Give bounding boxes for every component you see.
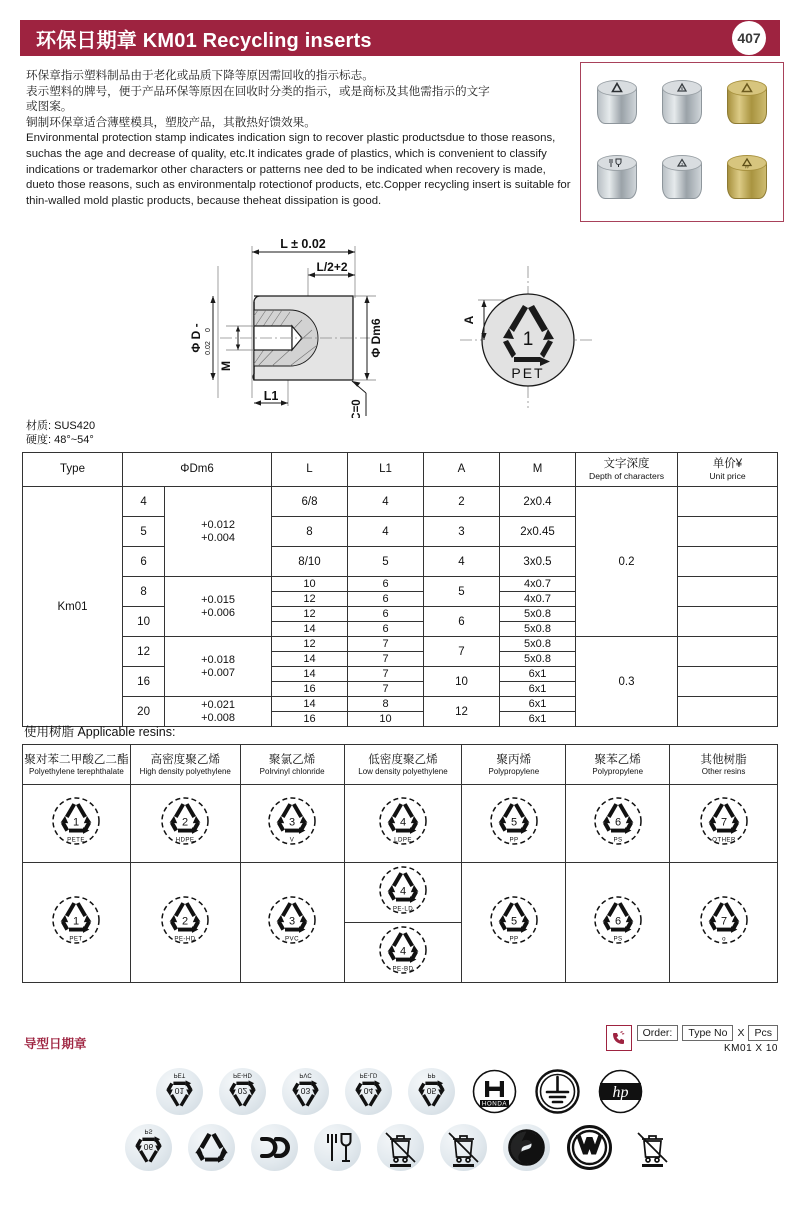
resins-header-row: [23, 745, 778, 785]
resin-symbol-cell: [566, 785, 670, 863]
desc-en-text: Environmental protection stamp indicates indication sign to recover plastic productsdue to those reasons, suchas the age and decrease of quality, etc.It indicates grade of plastics, which is convenient to classify indications or trademarkor other characters or patterns nee ded to be indicated when recovery is made, dueto those reasons, such as environmentalp rotectionof products, etc.Copper recycling insert is suitable for thin-walled mold plastic products, because theheat dissipation is good.: [26, 132, 571, 207]
description-block: [26, 68, 571, 209]
svg-text:PE-HD: PE-HD: [174, 935, 196, 943]
dim-D-sub: 0.02: [205, 341, 212, 355]
cell-M: 4x0.7: [500, 592, 576, 607]
volkswagen-logo[interactable]: [566, 1124, 613, 1171]
cell-unit-price[interactable]: [678, 517, 778, 547]
col-L: L: [272, 453, 348, 487]
cell-L: 14: [272, 622, 348, 637]
svg-text:PETE: PETE: [67, 836, 86, 844]
cell-L1: 6: [348, 607, 424, 622]
recycle-triangle-icon: [597, 80, 637, 96]
resin-col-5: 聚苯乙烯 Polypropylene: [566, 745, 670, 785]
order-info-box: [606, 1025, 778, 1054]
cell-A: 7: [424, 637, 500, 667]
product-photo-box: [580, 62, 784, 222]
svg-text:o: o: [721, 935, 726, 943]
recycle-ps-mirror[interactable]: [125, 1124, 172, 1171]
page-number-badge: 407: [732, 21, 766, 55]
honda-logo[interactable]: [471, 1068, 518, 1115]
recycle-pp-icon: [727, 155, 767, 171]
recycle-symbol-6-icon: [591, 794, 645, 848]
recycle-symbol-other-icon: [697, 893, 751, 947]
resin-symbol-cell: [240, 863, 344, 983]
resins-symbol-row-1: [23, 785, 778, 863]
cell-tolerance: +0.012 +0.004: [165, 487, 272, 577]
dim-Dm6-label: Φ Dm6: [369, 318, 383, 358]
resin-symbol-cell: [240, 785, 344, 863]
desc-cn-line-4: 铜制环保章适合薄壁模具，塑胶产品，其散热好馈效果。: [26, 115, 316, 129]
col-dm6: ΦDm6: [123, 453, 272, 487]
svg-text:5: 5: [510, 816, 517, 829]
resin-symbol-cell: [344, 923, 462, 983]
cell-L: 14: [272, 697, 348, 712]
svg-text:2: 2: [182, 816, 189, 829]
svg-text:3: 3: [680, 160, 684, 166]
cell-d: 16: [123, 667, 165, 697]
svg-text:PE-BD: PE-BD: [392, 965, 414, 973]
svg-text:2: 2: [182, 915, 189, 928]
cell-L1: 5: [348, 547, 424, 577]
cell-A: 10: [424, 667, 500, 697]
cell-L: 16: [272, 682, 348, 697]
svg-text:PVC: PVC: [299, 1071, 312, 1078]
cell-M: 6x1: [500, 697, 576, 712]
svg-text:7: 7: [720, 816, 727, 829]
col-unit-price: 单价¥ Unit price: [678, 453, 778, 487]
cell-M: 2x0.45: [500, 517, 576, 547]
pcs-label[interactable]: Pcs: [748, 1025, 778, 1041]
cell-A: 5: [424, 577, 500, 607]
weee-crossed-bin-icon-3[interactable]: [629, 1124, 676, 1171]
food-safe-icon[interactable]: [314, 1124, 361, 1171]
cell-L: 10: [272, 577, 348, 592]
green-dot-icon[interactable]: [503, 1124, 550, 1171]
svg-text:PP: PP: [427, 1071, 436, 1078]
svg-text:5: 5: [510, 915, 517, 928]
resin-symbol-cell: [23, 863, 131, 983]
svg-text:1: 1: [73, 816, 80, 829]
resin-symbol-cell: [670, 863, 778, 983]
recycle-symbol-4-icon: [376, 794, 430, 848]
spec-table-header-row: [23, 453, 778, 487]
dim-L1-label: L1: [263, 389, 279, 403]
svg-text:PP: PP: [744, 165, 749, 169]
resin-col-2: 聚氯乙烯 Polrvinyl chlonride: [240, 745, 344, 785]
die-insert-1: [597, 80, 637, 130]
cell-L1: 8: [348, 697, 424, 712]
stamp-icon-row-2: [0, 1124, 800, 1171]
cell-depth: 0.2: [576, 487, 678, 637]
recycle-pet-mirror[interactable]: [156, 1068, 203, 1115]
recycle-pehd-mirror[interactable]: [219, 1068, 266, 1115]
recycle-abs-icon: [662, 155, 702, 171]
cell-L: 6/8: [272, 487, 348, 517]
resin-symbol-cell: [130, 785, 240, 863]
cell-unit-price[interactable]: [678, 667, 778, 697]
hardness-line: 硬度: 48°~54°: [26, 434, 94, 446]
cell-L: 12: [272, 637, 348, 652]
die-insert-5: [662, 155, 702, 205]
cell-d: 6: [123, 547, 165, 577]
cell-d: 5: [123, 517, 165, 547]
svg-text:PET: PET: [69, 935, 84, 943]
svg-text:4: 4: [399, 885, 407, 898]
cell-d: 10: [123, 607, 165, 637]
col-type: Type: [23, 453, 123, 487]
svg-text:PVC: PVC: [285, 935, 300, 943]
cell-A: 4: [424, 547, 500, 577]
recycle-symbol-5-icon: [487, 794, 541, 848]
recycle-symbol-ps-icon: [591, 893, 645, 947]
cell-d: 12: [123, 637, 165, 667]
dim-A-label: A: [462, 315, 476, 325]
dim-C-label: C=0: [351, 399, 363, 418]
order-example: KM01 X 10: [724, 1043, 778, 1054]
resins-table: [22, 744, 778, 983]
desc-cn-line-1: 环保章指示塑料制品由于老化或品质下降等原因需回收的指示标志。: [26, 69, 374, 82]
resin-symbol-cell: [670, 785, 778, 863]
recycle-peld-mirror[interactable]: [345, 1068, 392, 1115]
cell-d: 20: [123, 697, 165, 727]
cell-L1: 7: [348, 667, 424, 682]
cell-tolerance: +0.018 +0.007: [165, 637, 272, 697]
table-row: [23, 637, 778, 652]
cell-L: 14: [272, 652, 348, 667]
resins-symbol-row-2: [23, 863, 778, 923]
die-insert-6: [727, 155, 767, 205]
recycle-symbol-pehd-icon: [158, 893, 212, 947]
dim-L-label: L ± 0.02: [280, 238, 326, 251]
cell-L: 12: [272, 592, 348, 607]
resin-col-0: 聚对苯二甲酸乙二酯 Polyethylene terephthalate: [23, 745, 131, 785]
cell-A: 12: [424, 697, 500, 727]
recycle-triangle-icon: [727, 80, 767, 96]
page-header: [20, 20, 780, 56]
cell-M: 3x0.5: [500, 547, 576, 577]
cell-tolerance: +0.021 +0.008: [165, 697, 272, 727]
cell-A: 3: [424, 517, 500, 547]
svg-text:01: 01: [174, 1086, 185, 1096]
svg-text:03: 03: [300, 1086, 311, 1096]
cell-unit-price[interactable]: [678, 487, 778, 517]
recycle-symbol-pp-icon: [487, 893, 541, 947]
resin-col-3: 低密度聚乙烯 Low density polyethylene: [344, 745, 462, 785]
recycle-symbol-3-icon: [265, 794, 319, 848]
cell-L1: 4: [348, 487, 424, 517]
svg-text:3: 3: [289, 915, 296, 928]
cell-M: 6x1: [500, 712, 576, 727]
desc-cn-line-2: 表示塑料的牌号，便于产品环保等原因在回收时分类的指示，或是商标及其他需指示的文字: [26, 84, 490, 98]
recycle-pvc-mirror[interactable]: [282, 1068, 329, 1115]
cell-L1: 6: [348, 622, 424, 637]
dim-D-sup: 0: [205, 328, 212, 332]
svg-text:6: 6: [614, 816, 621, 829]
svg-text:1: 1: [73, 915, 80, 928]
col-M: M: [500, 453, 576, 487]
svg-text:06: 06: [143, 1142, 153, 1152]
recycle-symbol-1-icon: [49, 794, 103, 848]
svg-text:05: 05: [426, 1086, 437, 1096]
type-no-label[interactable]: Type No: [682, 1025, 733, 1041]
cell-type: Km01: [23, 487, 123, 727]
svg-text:04: 04: [363, 1086, 374, 1096]
cell-unit-price[interactable]: [678, 577, 778, 607]
svg-text:PP: PP: [509, 935, 519, 943]
resin-symbol-cell: [130, 863, 240, 983]
svg-text:LDPE: LDPE: [394, 836, 412, 844]
cell-d: 8: [123, 577, 165, 607]
cell-L1: 7: [348, 637, 424, 652]
col-A: A: [424, 453, 500, 487]
resin-symbol-cell: [344, 785, 462, 863]
svg-text:V: V: [289, 836, 295, 844]
material-line: 材质: SUS420: [26, 420, 96, 432]
cell-L1: 6: [348, 592, 424, 607]
svg-text:PS: PS: [143, 1127, 153, 1134]
cell-L1: 10: [348, 712, 424, 727]
recycle-symbol-pvc-icon: [265, 893, 319, 947]
bottom-section-title: 导型日期章: [24, 1037, 87, 1051]
recycle-symbol-pebd-icon: [376, 923, 430, 977]
svg-text:OTHER: OTHER: [711, 836, 736, 844]
resin-col-4: 聚丙烯 Polypropylene: [462, 745, 566, 785]
recycle-symbol-7-icon: [697, 794, 751, 848]
cell-L1: 6: [348, 577, 424, 592]
svg-text:hp: hp: [612, 1084, 629, 1101]
order-row: [637, 1025, 778, 1041]
die-insert-4: [597, 155, 637, 205]
resins-title: 使用树脂 Applicable resins:: [24, 725, 176, 739]
weee-crossed-bin-icon[interactable]: [377, 1124, 424, 1171]
cell-A: 2: [424, 487, 500, 517]
dim-D-label: Φ D -: [189, 323, 203, 353]
page-title: 环保日期章 KM01 Recycling inserts: [36, 29, 372, 52]
stamp-number: 1: [522, 329, 534, 350]
recycle-symbol-pet-icon: [49, 893, 103, 947]
cell-M: 6x1: [500, 667, 576, 682]
cell-M: 5x0.8: [500, 607, 576, 622]
recycle-number-icon: [662, 80, 702, 96]
cell-L: 14: [272, 667, 348, 682]
recycle-pp-mirror[interactable]: [408, 1068, 455, 1115]
svg-text:02: 02: [237, 1086, 248, 1096]
dim-L-half-label: L/2+2: [316, 260, 348, 274]
cell-L1: 7: [348, 652, 424, 667]
recycle-loop-icon[interactable]: [188, 1124, 235, 1171]
stamp-icon-row-1: [0, 1068, 800, 1115]
svg-text:6: 6: [680, 85, 684, 91]
food-safe-icon: [597, 155, 637, 171]
cell-L1: 7: [348, 682, 424, 697]
cell-M: 6x1: [500, 682, 576, 697]
col-L1: L1: [348, 453, 424, 487]
phone-icon: [606, 1025, 632, 1051]
svg-text:PS: PS: [613, 836, 623, 844]
order-label: Order:: [637, 1025, 679, 1041]
svg-text:PE-LD: PE-LD: [392, 905, 414, 913]
resin-symbol-cell: [462, 863, 566, 983]
double-d-icon[interactable]: [251, 1124, 298, 1171]
resin-symbol-cell: [23, 785, 131, 863]
svg-text:PE-HD: PE-HD: [233, 1071, 252, 1078]
hp-logo[interactable]: [597, 1068, 644, 1115]
svg-text:PE-LD: PE-LD: [359, 1071, 378, 1078]
resin-symbol-cell: [344, 863, 462, 923]
cell-M: 5x0.8: [500, 622, 576, 637]
recycle-symbol-2-icon: [158, 794, 212, 848]
svg-text:4: 4: [399, 945, 407, 958]
svg-text:7: 7: [720, 915, 727, 928]
order-x-label: X: [737, 1027, 745, 1039]
cell-A: 6: [424, 607, 500, 637]
recycle-symbol-peld-icon: [376, 863, 430, 917]
table-row: [23, 487, 778, 517]
svg-text:PS: PS: [613, 935, 623, 943]
desc-cn-line-3: 或图案。: [26, 100, 73, 114]
svg-text:HONDA: HONDA: [481, 1100, 508, 1108]
svg-text:4: 4: [399, 816, 407, 829]
svg-text:HDPE: HDPE: [175, 836, 195, 844]
earth-ground-icon[interactable]: [534, 1068, 581, 1115]
cell-tolerance: +0.015 +0.006: [165, 577, 272, 637]
resin-col-6: 其他树脂 Other resins: [670, 745, 778, 785]
stamp-label: PET: [511, 365, 545, 381]
cell-unit-price[interactable]: [678, 607, 778, 637]
cell-unit-price[interactable]: [678, 697, 778, 727]
stamp-icon-gallery: [0, 1068, 800, 1180]
spec-table: [22, 452, 778, 727]
cell-depth: 0.3: [576, 637, 678, 727]
product-photo-grid: [587, 69, 777, 215]
cell-d: 4: [123, 487, 165, 517]
svg-text:3: 3: [289, 816, 296, 829]
cell-M: 2x0.4: [500, 487, 576, 517]
cell-L: 12: [272, 607, 348, 622]
material-note: [26, 419, 95, 447]
resin-symbol-cell: [462, 785, 566, 863]
cell-L: 8/10: [272, 547, 348, 577]
resin-symbol-cell: [566, 863, 670, 983]
cell-L: 8: [272, 517, 348, 547]
dim-M-label: M: [219, 361, 233, 371]
svg-text:PET: PET: [173, 1071, 186, 1078]
svg-text:6: 6: [614, 915, 621, 928]
die-insert-2: [662, 80, 702, 130]
cell-L: 16: [272, 712, 348, 727]
die-insert-3: [727, 80, 767, 130]
cell-unit-price[interactable]: [678, 637, 778, 667]
col-depth: 文字深度 Depth of characters: [576, 453, 678, 487]
weee-crossed-bin-icon-2[interactable]: [440, 1124, 487, 1171]
svg-text:PP: PP: [509, 836, 519, 844]
cell-M: 5x0.8: [500, 637, 576, 652]
cell-unit-price[interactable]: [678, 547, 778, 577]
cell-M: 4x0.7: [500, 577, 576, 592]
cell-M: 5x0.8: [500, 652, 576, 667]
cell-L1: 4: [348, 517, 424, 547]
technical-drawing: [180, 238, 600, 418]
resin-col-1: 高密度聚乙烯 High density polyethylene: [130, 745, 240, 785]
